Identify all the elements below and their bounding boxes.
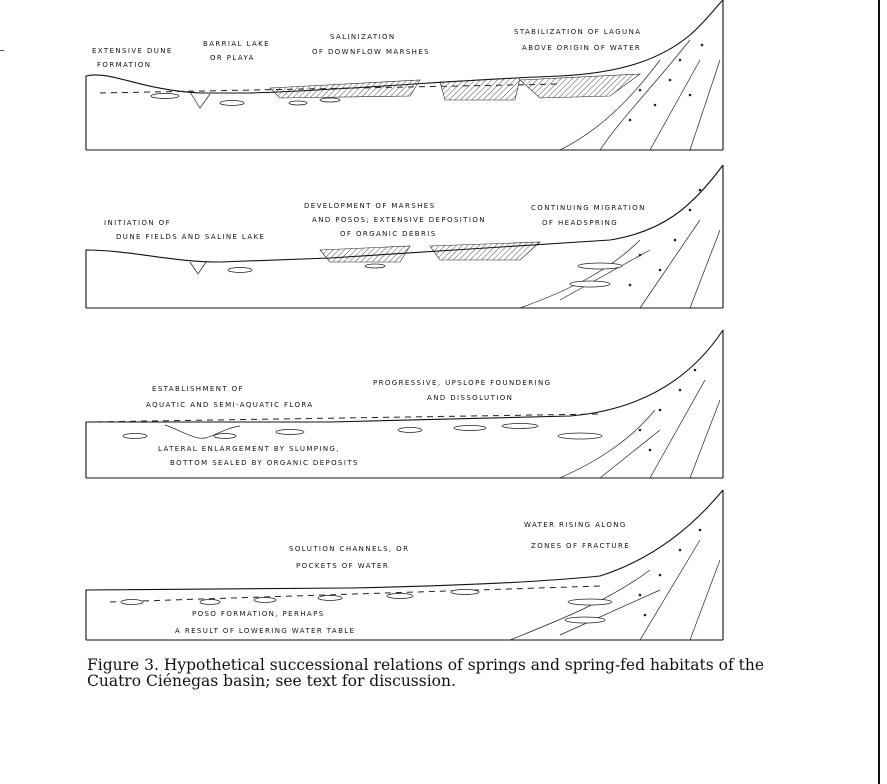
panel-2-label-continuing-line1: CONTINUING MIGRATION <box>531 204 646 212</box>
panel-3-label-establishment-line1: ESTABLISHMENT OF <box>152 385 244 393</box>
panel-4-label-solution-line1: SOLUTION CHANNELS, OR <box>289 545 410 553</box>
panel-2-label-continuing-line2: OF HEADSPRING <box>542 219 619 227</box>
panel-3-label-lateral-line2: BOTTOM SEALED BY ORGANIC DEPOSITS <box>170 459 359 467</box>
panel-2-label-development-line3: OF ORGANIC DEBRIS <box>340 230 437 238</box>
panel-2-label-development-line1: DEVELOPMENT OF MARSHES <box>304 202 436 210</box>
panel-2-label-initiation-line2: DUNE FIELDS AND SALINE LAKE <box>116 233 266 241</box>
panel-3-label-progressive-line1: PROGRESSIVE, UPSLOPE FOUNDERING <box>373 379 552 387</box>
panel-1-label-dune-line1: EXTENSIVE DUNE <box>92 47 173 55</box>
panel-4-label-poso-line1: POSO FORMATION, PERHAPS <box>192 610 325 618</box>
panel-3-label-establishment-line2: AQUATIC AND SEMI-AQUATIC FLORA <box>146 401 314 409</box>
panel-1-label-salinization-line1: SALINIZATION <box>330 33 396 41</box>
panel-3-label-progressive-line2: AND DISSOLUTION <box>427 394 514 402</box>
figure-caption-text: Hypothetical successional relations of springs and spring-fed habitats of the Cuatro Ciénegas basin; see text for discussion. <box>87 656 765 690</box>
figure-caption <box>87 657 767 689</box>
panel-4-label-water-line2: ZONES OF FRACTURE <box>531 542 631 550</box>
figure-caption-label: Figure 3. <box>87 656 159 674</box>
panel-1-label-dune-line2: FORMATION <box>97 61 152 69</box>
panel-1-label-stabilization-line1: STABILIZATION OF LAGUNA <box>514 28 642 36</box>
panel-4-label-water-line1: WATER RISING ALONG <box>524 521 627 529</box>
panel-4-label-solution-line2: POCKETS OF WATER <box>296 562 390 570</box>
panel-1-label-barrial-line1: BARRIAL LAKE <box>203 40 270 48</box>
panel-4 <box>86 490 723 640</box>
panel-2-label-initiation-line1: INITIATION OF <box>104 219 171 227</box>
panel-3-label-lateral-line1: LATERAL ENLARGEMENT BY SLUMPING, <box>158 445 340 453</box>
panel-4-label-poso-line2: A RESULT OF LOWERING WATER TABLE <box>175 627 356 635</box>
panel-2-label-development-line2: AND POSOS; EXTENSIVE DEPOSITION <box>312 216 486 224</box>
panel-1-label-stabilization-line2: ABOVE ORIGIN OF WATER <box>522 44 642 52</box>
panel-1-label-salinization-line2: OF DOWNFLOW MARSHES <box>312 48 431 56</box>
panel-1 <box>86 0 723 150</box>
panel-1-label-barrial-line2: OR PLAYA <box>210 54 255 62</box>
